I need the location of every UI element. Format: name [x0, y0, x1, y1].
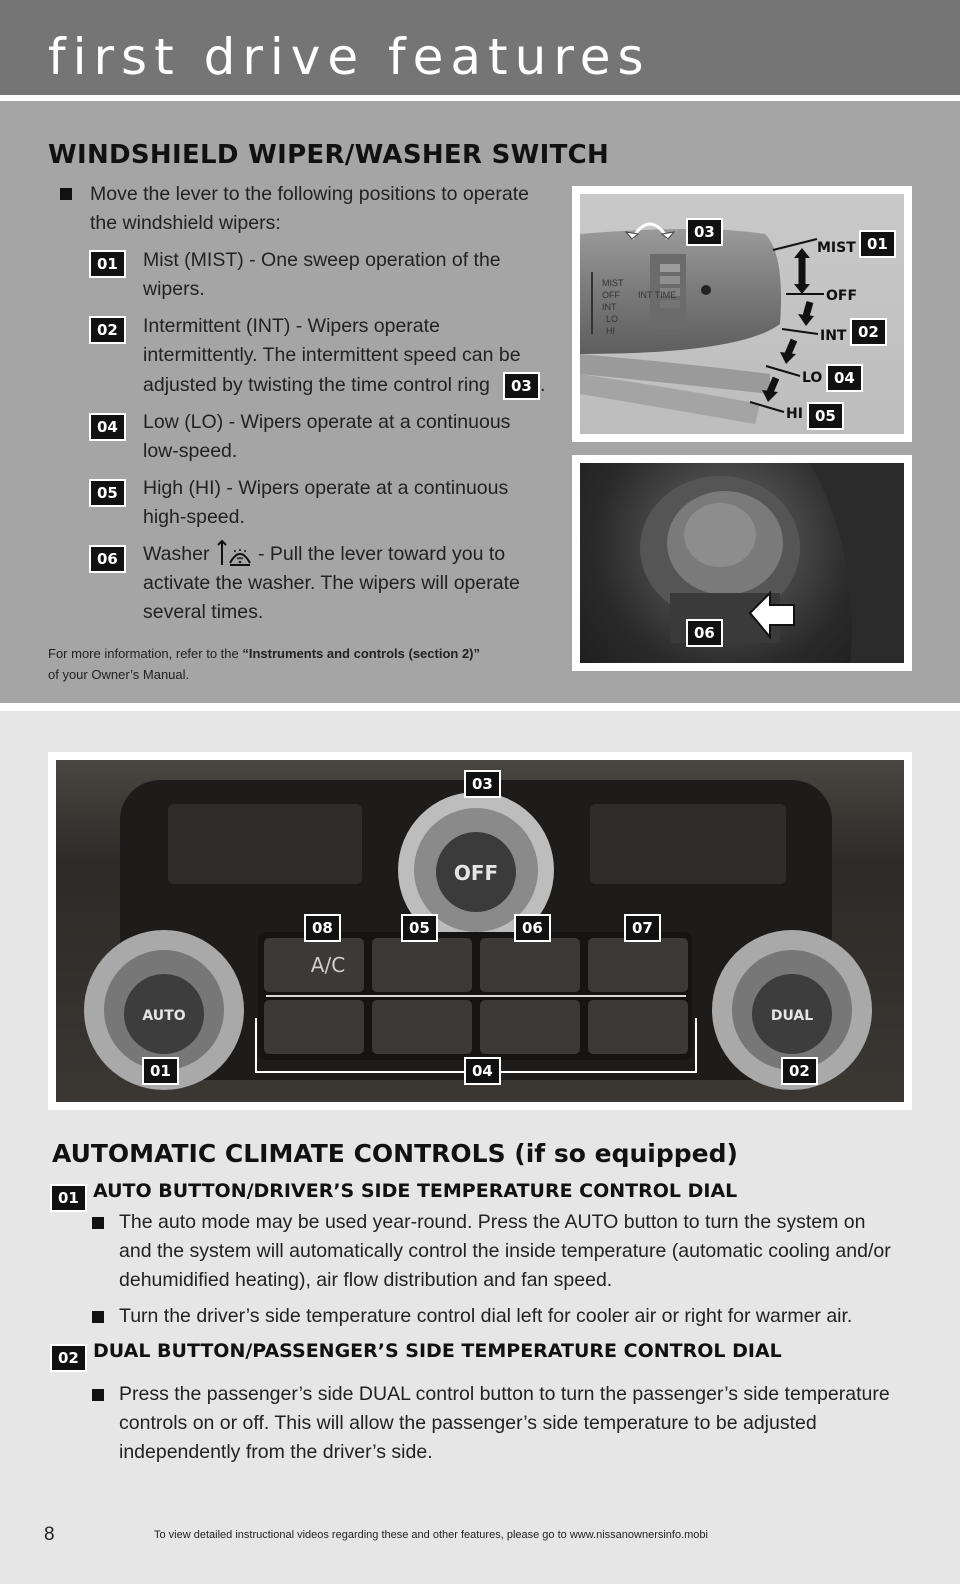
wiper-intro-line2: the windshield wipers:	[90, 212, 281, 234]
wiper-intro-line1: Move the lever to the following positions to operate	[90, 183, 530, 205]
item-badge-02: 02	[89, 316, 126, 344]
climate-badge-08: 08	[304, 914, 341, 942]
climate-badge-01: 01	[142, 1057, 179, 1085]
item-badge-06: 06	[89, 545, 126, 573]
climate-badge-07: 07	[624, 914, 661, 942]
bullet-icon	[92, 1311, 104, 1323]
item-02-tail: .	[540, 374, 546, 396]
position-label-off: OFF	[826, 288, 858, 304]
note-reference: “Instruments and controls (section 2)”	[242, 646, 481, 661]
item-05-line1: High (HI) - Wipers operate at a continuous	[143, 477, 509, 499]
item-06-line1a: Washer	[143, 543, 210, 565]
lever-label-mist: MIST	[602, 278, 624, 288]
washer-lever-figure	[572, 455, 912, 671]
reference-note	[48, 643, 480, 685]
item-02-line2: intermittently. The intermittent speed can be	[143, 344, 521, 366]
climate-subheading-auto: AUTO BUTTON/DRIVER’S SIDE TEMPERATURE CONTROL DIAL	[93, 1180, 738, 1202]
ac-button-label: A/C	[310, 953, 346, 977]
item-badge-04: 04	[89, 413, 126, 441]
off-button-label: OFF	[453, 861, 499, 885]
item-05-line2: high-speed.	[143, 506, 245, 528]
lever-label-lo: LO	[606, 314, 619, 324]
bullet-icon	[92, 1389, 104, 1401]
climate-control-photo	[56, 760, 904, 1102]
dual-bullet1-line2: controls on or off. This will allow the passenger’s side temperature to be adjusted	[119, 1412, 817, 1434]
dual-button-label: DUAL	[770, 1008, 814, 1024]
auto-bullet1-line2: and the system will automatically control the inside temperature (automatic cooling and/or	[119, 1240, 891, 1262]
item-badge-01: 01	[89, 250, 126, 278]
climate-badge-05: 05	[401, 914, 438, 942]
climate-section-badge-01: 01	[50, 1184, 87, 1212]
washer-icon	[214, 535, 254, 571]
page-section-title: first drive features	[48, 28, 651, 86]
item-04-line1: Low (LO) - Wipers operate at a continuous	[143, 411, 511, 433]
climate-section-badge-02: 02	[50, 1344, 87, 1372]
item-04-line2: low-speed.	[143, 440, 238, 462]
item-06-line2: activate the washer. The wipers will operate	[143, 572, 520, 594]
lever-label-int-time: INT TIME	[638, 290, 677, 300]
note-prefix: For more information, refer to the	[48, 646, 243, 661]
climate-subheading-dual: DUAL BUTTON/PASSENGER’S SIDE TEMPERATURE CONTROL DIAL	[93, 1340, 782, 1362]
page-number: 8	[44, 1524, 55, 1545]
auto-bullet1-line1: The auto mode may be used year-round. Press the AUTO button to turn the system on	[119, 1211, 866, 1233]
climate-badge-04: 04	[464, 1057, 501, 1085]
figure-badge-01: 01	[859, 230, 896, 258]
footer-text: To view detailed instructional videos regarding these and other features, please go to www.nissanownersinfo.mobi	[154, 1529, 708, 1541]
position-label-int: INT	[820, 328, 847, 344]
climate-control-figure	[48, 752, 912, 1110]
item-02-ref-badge-03: 03	[503, 372, 540, 400]
figure-badge-05: 05	[807, 402, 844, 430]
item-01-line2: wipers.	[143, 278, 205, 300]
dual-bullet1-line3: independently from the driver’s side.	[119, 1441, 433, 1463]
climate-badge-06: 06	[514, 914, 551, 942]
figure-badge-04: 04	[826, 364, 863, 392]
wiper-lever-figure	[572, 186, 912, 442]
note-suffix: of your Owner’s Manual.	[48, 667, 190, 682]
climate-badge-03: 03	[464, 770, 501, 798]
auto-button-label: AUTO	[142, 1008, 186, 1024]
figure-badge-06: 06	[686, 619, 723, 647]
item-badge-05: 05	[89, 479, 126, 507]
figure-badge-03: 03	[686, 218, 723, 246]
section-divider	[0, 703, 960, 711]
lever-label-off: OFF	[602, 290, 620, 300]
figure-badge-02: 02	[850, 318, 887, 346]
item-02-line1: Intermittent (INT) - Wipers operate	[143, 315, 440, 337]
bullet-icon	[60, 188, 72, 200]
bullet-icon	[92, 1217, 104, 1229]
wiper-heading: WINDSHIELD WIPER/WASHER SWITCH	[48, 140, 610, 170]
auto-bullet1-line3: dehumidified heating), air flow distribution and fan speed.	[119, 1269, 613, 1291]
washer-lever-photo	[580, 463, 904, 663]
lever-label-hi: HI	[606, 326, 615, 336]
position-label-lo: LO	[802, 370, 823, 386]
position-label-mist: MIST	[817, 240, 856, 256]
item-02-line3: adjusted by twisting the time control ring	[143, 374, 490, 396]
item-06-line1b: - Pull the lever toward you to	[258, 543, 506, 565]
wiper-lever-illustration	[580, 194, 904, 434]
position-label-hi: HI	[786, 406, 803, 422]
lever-label-int: INT	[602, 302, 617, 312]
auto-bullet2: Turn the driver’s side temperature control dial left for cooler air or right for warmer air.	[119, 1305, 853, 1327]
dual-bullet1-line1: Press the passenger’s side DUAL control button to turn the passenger’s side temperature	[119, 1383, 890, 1405]
header-bar	[0, 0, 960, 95]
climate-badge-02: 02	[781, 1057, 818, 1085]
item-01-line1: Mist (MIST) - One sweep operation of the	[143, 249, 501, 271]
climate-heading: AUTOMATIC CLIMATE CONTROLS (if so equipped)	[52, 1139, 738, 1168]
item-06-line3: several times.	[143, 601, 264, 623]
